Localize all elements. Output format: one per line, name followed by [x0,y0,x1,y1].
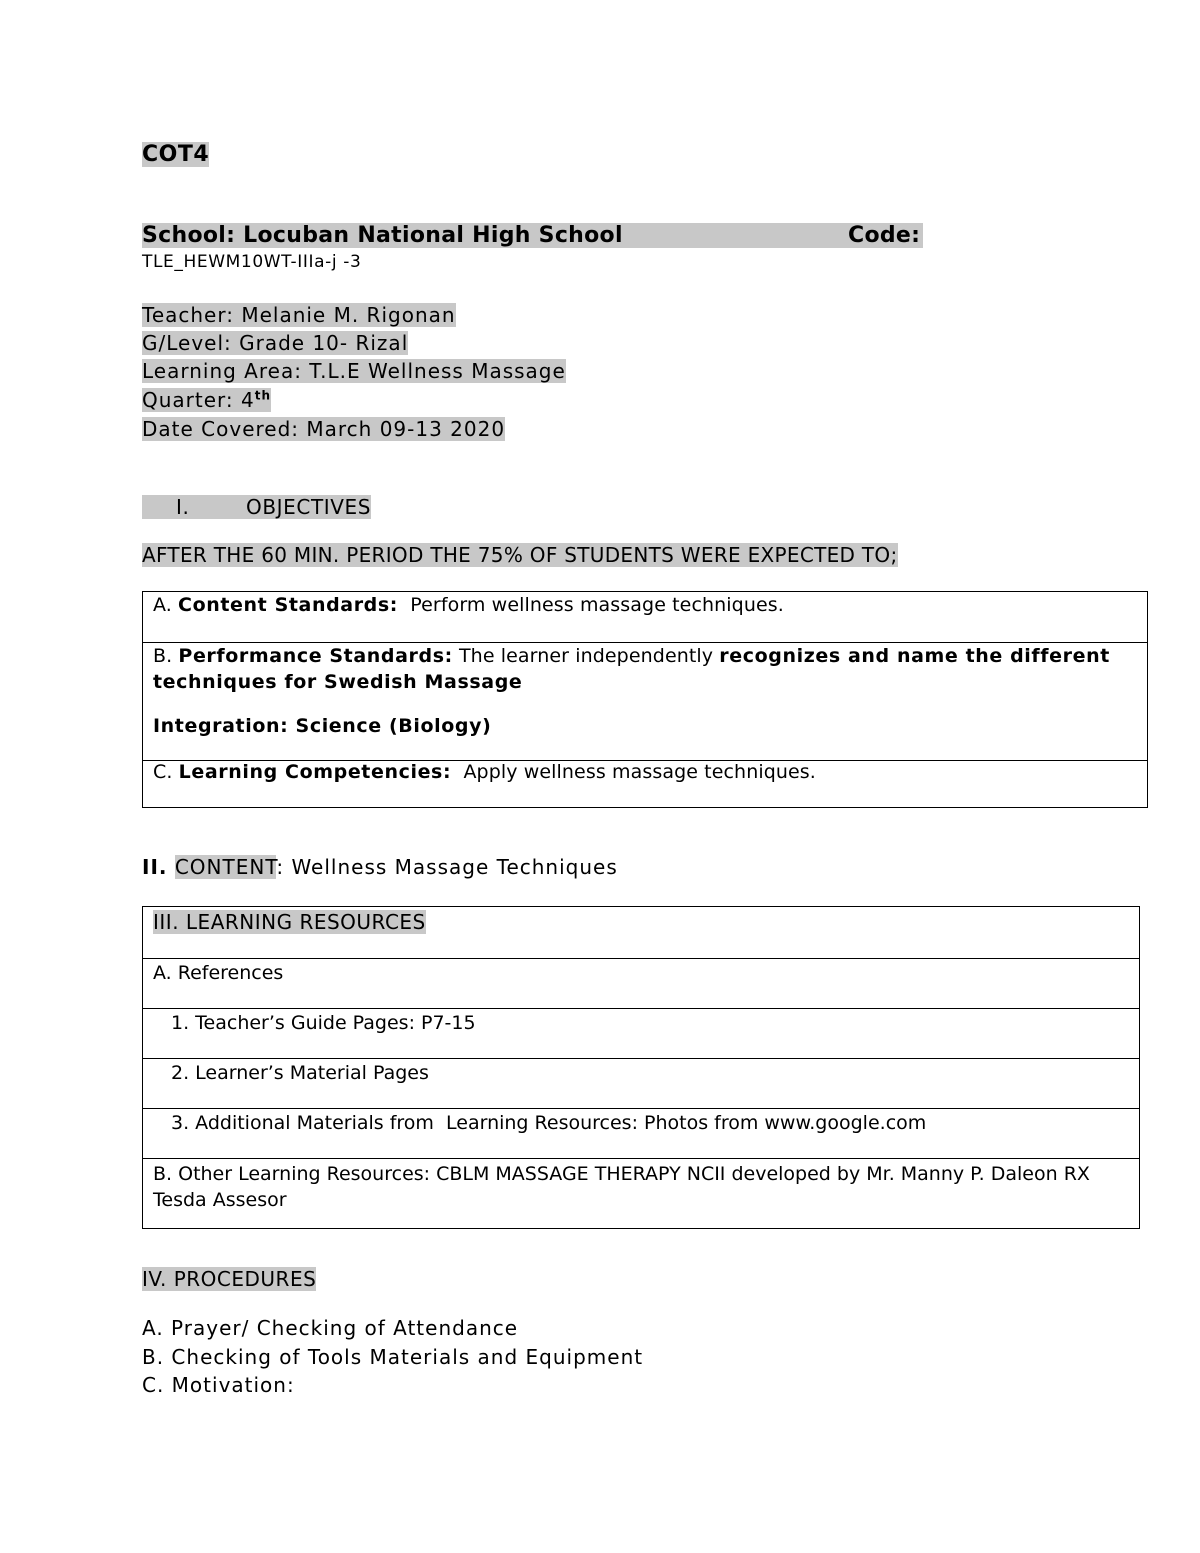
other-resources-line-1: B. Other Learning Resources: CBLM MASSAGE THERAPY NCII developed by Mr. Manny P. Daleon RX [153,1163,1090,1185]
learning-competencies-text: Apply wellness massage techniques. [451,761,816,783]
grade-level-line: G/Level: Grade 10- Rizal [142,331,409,355]
additional-materials-text: 3. Additional Materials from Learning Resources: Photos from www.google.com [171,1112,927,1134]
objectives-heading [142,495,371,519]
procedure-item: C. Motivation: [142,1373,295,1397]
table-row [143,1009,1140,1059]
teacher-line: Teacher: Melanie M. Rigonan [142,303,456,327]
learning-competencies-cell: C. Learning Competencies: Apply wellness massage techniques. [143,761,1148,808]
table-row [143,643,1148,761]
date-covered-line: Date Covered: March 09-13 2020 [142,417,506,441]
quarter-suffix: th [254,388,272,403]
content-standards-label: Content Standards: [178,594,398,616]
other-resources-line-2: Tesda Assesor [153,1189,287,1211]
teacher-guide-cell [143,1009,1140,1059]
quarter-label: Quarter: 4 [142,388,255,412]
school-header [142,223,923,248]
content-numeral: II. [142,855,168,879]
quarter-line [142,388,271,412]
content-label: CONTENT [174,855,277,879]
integration-text: Integration: Science (Biology) [153,715,492,737]
expectation-line: AFTER THE 60 MIN. PERIOD THE 75% OF STUDENTS WERE EXPECTED TO; [142,543,898,567]
objectives-numeral: I. [176,495,190,519]
code-value: TLE_HEWM10WT-IIIa-j -3 [142,252,362,272]
performance-standards-cell: B. Performance Standards: The learner independently recognizes and name the different techniques for Swedish Massage Integration: Science (Biology) [143,643,1148,761]
performance-standards-bold-1: recognizes and name the different [719,645,1110,667]
table-row [143,959,1140,1009]
code-label: Code: [848,223,921,248]
objectives-title: OBJECTIVES [246,495,372,519]
resources-heading-cell [143,907,1140,959]
table-row [143,1109,1140,1159]
content-line [142,855,618,879]
content-text: : Wellness Massage Techniques [276,855,618,879]
objectives-table [142,591,1148,808]
school-name: School: Locuban National High School [142,223,623,248]
learner-material-text: 2. Learner’s Material Pages [171,1062,429,1084]
learning-competencies-label: Learning Competencies: [178,761,452,783]
table-row [143,1159,1140,1229]
procedure-item: A. Prayer/ Checking of Attendance [142,1316,519,1340]
procedures-heading: IV. PROCEDURES [142,1267,317,1291]
content-standards-text: Perform wellness massage techniques. [397,594,784,616]
table-row [143,592,1148,643]
references-cell [143,959,1140,1009]
teacher-guide-text: 1. Teacher’s Guide Pages: P7-15 [171,1012,476,1034]
learning-area-line: Learning Area: T.L.E Wellness Massage [142,359,566,383]
table-row [143,761,1148,808]
references-text: A. References [153,962,284,984]
learner-material-cell [143,1059,1140,1109]
document-id: COT4 [142,142,210,167]
procedure-item: B. Checking of Tools Materials and Equipment [142,1345,644,1369]
table-row [143,1059,1140,1109]
resources-table [142,906,1140,1229]
other-resources-cell [143,1159,1140,1229]
additional-materials-cell [143,1109,1140,1159]
content-standards-cell: A. Content Standards: Perform wellness massage techniques. [143,592,1148,643]
table-row [143,907,1140,959]
performance-standards-label: Performance Standards: [178,645,453,667]
performance-standards-text: The learner independently [452,645,720,667]
resources-heading: III. LEARNING RESOURCES [153,910,426,934]
performance-standards-bold-2: techniques for Swedish Massage [153,671,523,693]
